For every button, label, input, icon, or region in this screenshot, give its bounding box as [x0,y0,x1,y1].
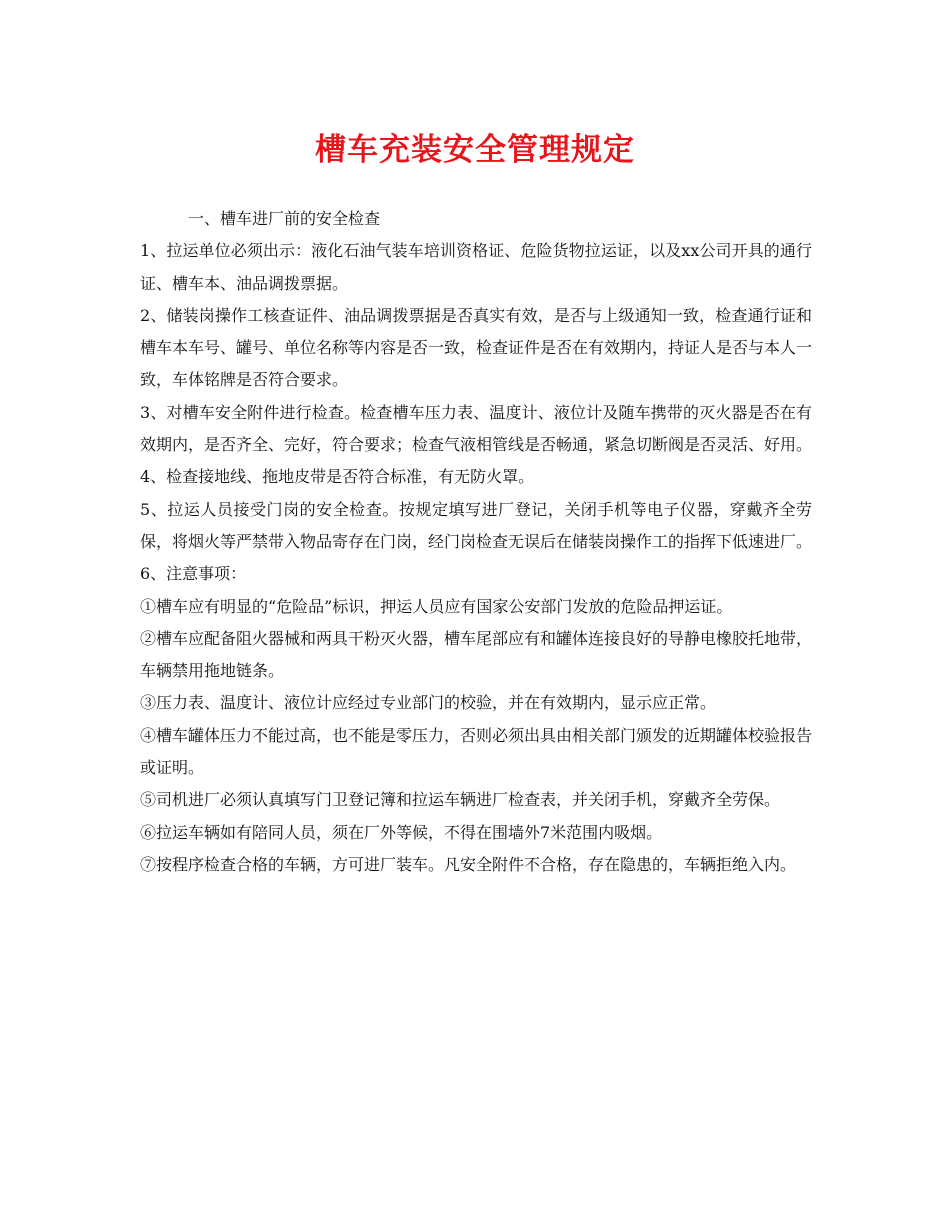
note-item-6: ⑥拉运车辆如有陪同人员，须在厂外等候，不得在围墙外7米范围内吸烟。 [140,822,663,842]
document-title: 槽车充装安全管理规定 [315,132,635,168]
section-heading: 一、槽车进厂前的安全检查 [188,209,381,228]
paragraph-item-6: 6、注意事项： [140,564,247,584]
note-item-4: ④槽车罐体压力不能过高，也不能是零压力，否则必须出具由相关部门颁发的近期罐体校验报告或证明。 [140,725,813,778]
note-item-1: ①槽车应有明显的“危险品”标识，押运人员应有国家公安部门发放的危险品押运证。 [140,596,733,616]
note-item-7: ⑦按程序检查合格的车辆，方可进厂装车。凡安全附件不合格，存在隐患的，车辆拒绝入内。 [140,854,797,874]
note-item-5: ⑤司机进厂必须认真填写门卫登记簿和拉运车辆进厂检查表，并关闭手机，穿戴齐全劳保。 [140,790,781,810]
paragraph-item-1: 1、拉运单位必须出示：液化石油气装车培训资格证、危险货物拉运证，以及xx公司开具的通行证、槽车本、油品调拨票据。 [140,241,812,293]
paragraph-item-2: 2、储装岗操作工核查证件、油品调拨票据是否真实有效，是否与上级通知一致，检查通行证和槽车本车号、罐号、单位名称等内容是否一致，检查证件是否在有效期内，持证人是否与本人一致，车体铭牌是否符合要求。 [140,305,813,390]
note-item-3: ③压力表、温度计、液位计应经过专业部门的校验，并在有效期内，显示应正常。 [140,693,717,713]
paragraph-item-4: 4、检查接地线、拖地皮带是否符合标准，有无防火罩。 [140,467,535,487]
paragraph-item-5: 5、拉运人员接受门岗的安全检查。按规定填写进厂登记，关闭手机等电子仪器，穿戴齐全劳保，将烟火等严禁带入物品寄存在门岗，经门岗检查无误后在储装岗操作工的指挥下低速进厂。 [140,499,813,551]
document-body [140,203,812,881]
paragraph-item-3: 3、对槽车安全附件进行检查。检查槽车压力表、温度计、液位计及随车携带的灭火器是否在有效期内，是否齐全、完好，符合要求；检查气液相管线是否畅通，紧急切断阀是否灵活、好用。 [140,402,813,455]
note-item-2: ②槽车应配备阻火器械和两具干粉灭火器，槽车尾部应有和罐体连接良好的导静电橡胶托地带，车辆禁用拖地链条。 [140,628,813,681]
